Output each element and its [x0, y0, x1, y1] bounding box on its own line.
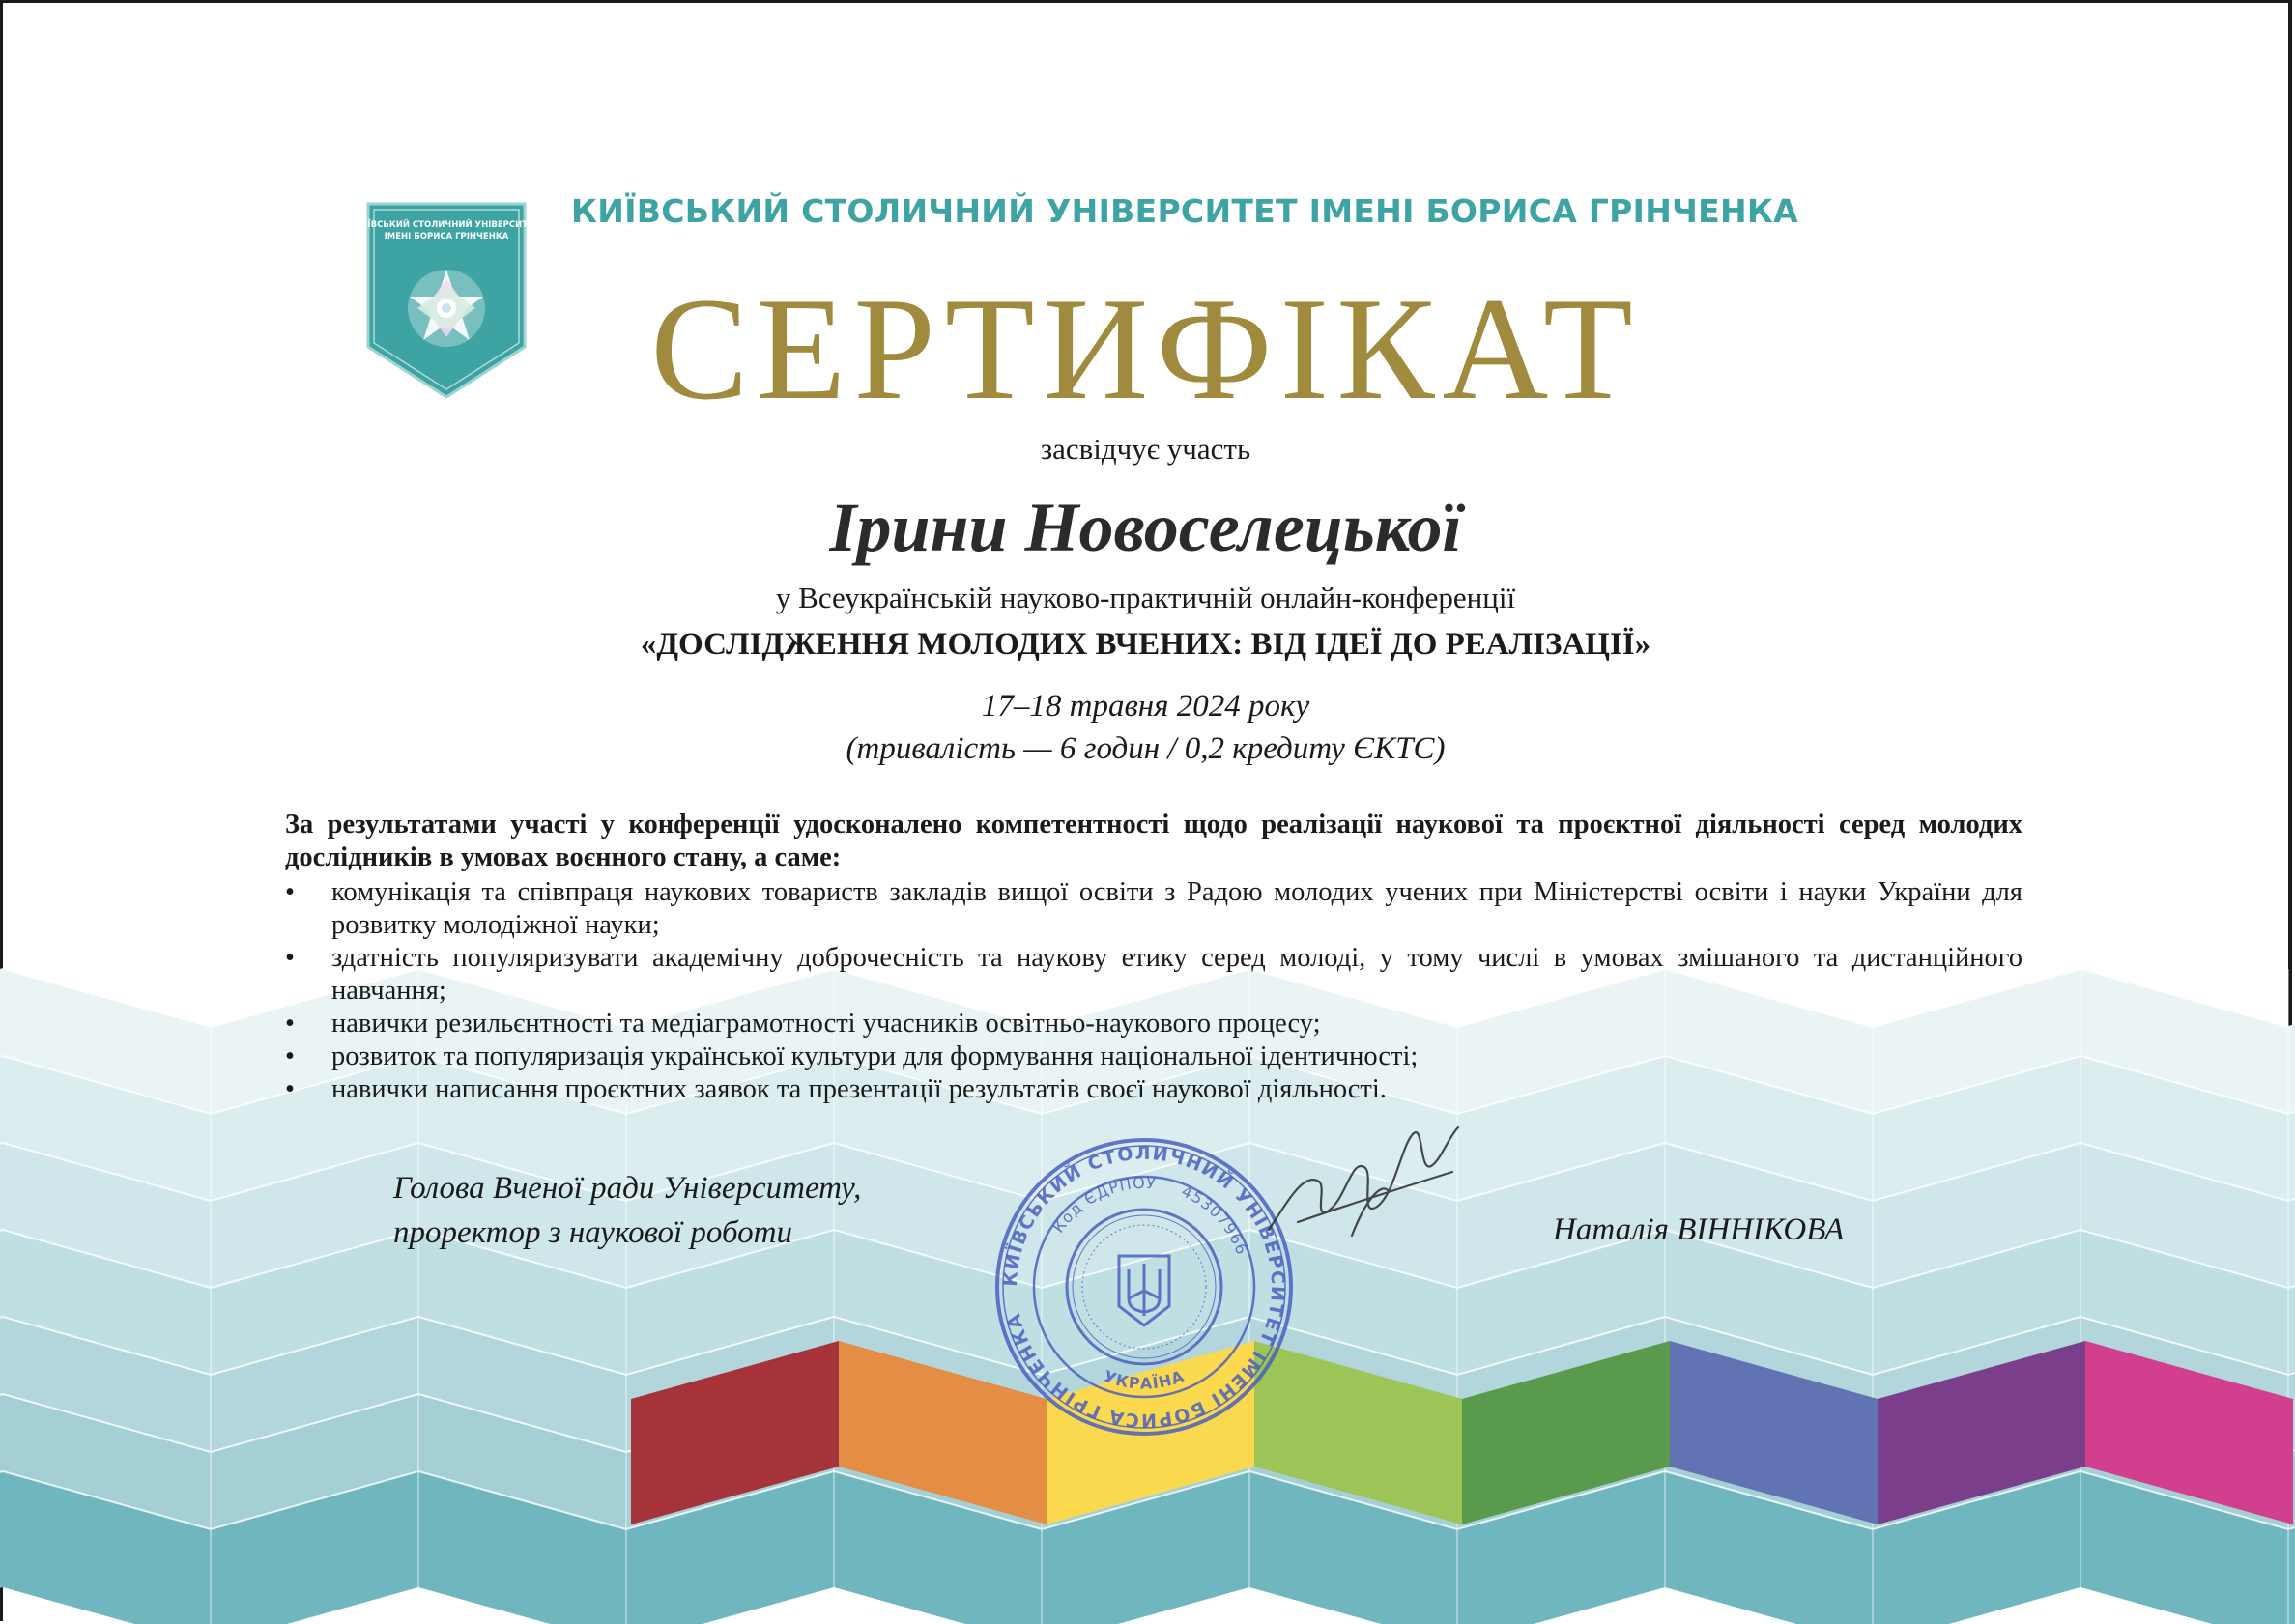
bullet-icon: •	[285, 1009, 295, 1039]
list-item	[285, 1040, 2022, 1073]
handwritten-signature	[1259, 1114, 1472, 1259]
certificate-title	[3, 268, 2288, 430]
list-item	[285, 876, 2022, 942]
list-item-text: здатність популяризувати академічну доброчесність та наукову етику серед молоді, у тому числі в умовах змішаного та дистанційного навчання;	[331, 943, 2022, 1006]
conference-intro: у Всеукраїнській науково-практичній онлайн-конференції	[775, 581, 1516, 614]
signatory-role-line1: Голова Вченої ради Університету,	[393, 1171, 862, 1206]
list-item	[285, 942, 2022, 1008]
trident-icon	[1119, 1256, 1169, 1325]
bullet-icon: •	[285, 1074, 295, 1104]
stamp-outer-text: КИЇВСЬКИЙ СТОЛИЧНИЙ УНІВЕРСИТЕТ ІМЕНІ БОРИСА ГРІНЧЕНКА	[999, 1142, 1289, 1432]
list-item-text: навички написання проєктних заявок та презентації результатів своєї наукової діяльності.	[331, 1074, 1387, 1104]
attest-text: засвідчує участь	[1040, 432, 1251, 466]
list-item-text: комунікація та співпраця наукових товариств закладів вищої освіти з Радою молодих учених при Міністерстві освіти і науки України для розвитку молодіжної науки;	[331, 877, 2022, 940]
certificate-title-text: СЕРТИФІКАТ	[650, 268, 1641, 430]
conference-name: «ДОСЛІДЖЕННЯ МОЛОДИХ ВЧЕНИХ: ВІД ІДЕЇ ДО РЕАЛІЗАЦІЇ»	[640, 627, 1651, 662]
bullet-icon: •	[285, 943, 295, 973]
stamp-country: УКРАЇНА	[1101, 1366, 1188, 1393]
competences-list	[285, 876, 2022, 1106]
signatory-name: Наталія ВІННІКОВА	[1553, 1212, 1845, 1247]
recipient-name: Ірини Новоселецької	[829, 489, 1462, 566]
logo-text-line2: ІМЕНІ БОРИСА ГРІНЧЕНКА	[384, 232, 509, 242]
bullet-icon: •	[285, 1041, 295, 1071]
official-seal-stamp	[989, 1131, 1300, 1442]
svg-text:УКРАЇНА	[1102, 1367, 1188, 1393]
list-item	[285, 1073, 2022, 1106]
bullet-icon: •	[285, 877, 295, 907]
conference-dates: 17–18 травня 2024 року	[981, 689, 1310, 724]
stamp-code: 45307966	[1178, 1182, 1252, 1258]
competences-summary: За результатами участі у конференції удосконалено компетентності щодо реалізації наукової та проєктної діяльності серед молодих дослідників в умовах воєнного стану, а саме:	[285, 810, 2022, 872]
signatory-role	[393, 1166, 861, 1255]
stamp-code-label: Код ЄДРПОУ	[1048, 1173, 1158, 1237]
university-name: КИЇВСЬКИЙ СТОЛИЧНИЙ УНІВЕРСИТЕТ ІМЕНІ БОРИСА ГРІНЧЕНКА	[571, 192, 1798, 230]
logo-text-line1: КИЇВСЬКИЙ СТОЛИЧНИЙ УНІВЕРСИТЕТ	[354, 220, 539, 230]
list-item-text: розвиток та популяризація української культури для формування національної ідентичності;	[331, 1041, 1419, 1071]
list-item-text: навички резильєнтності та медіаграмотності учасників освітньо-наукового процесу;	[331, 1009, 1321, 1039]
conference-duration: (тривалість — 6 годин / 0,2 кредиту ЄКТС)	[846, 731, 1446, 766]
list-item	[285, 1008, 2022, 1040]
signatory-role-line2: проректор з наукової роботи	[393, 1215, 792, 1250]
